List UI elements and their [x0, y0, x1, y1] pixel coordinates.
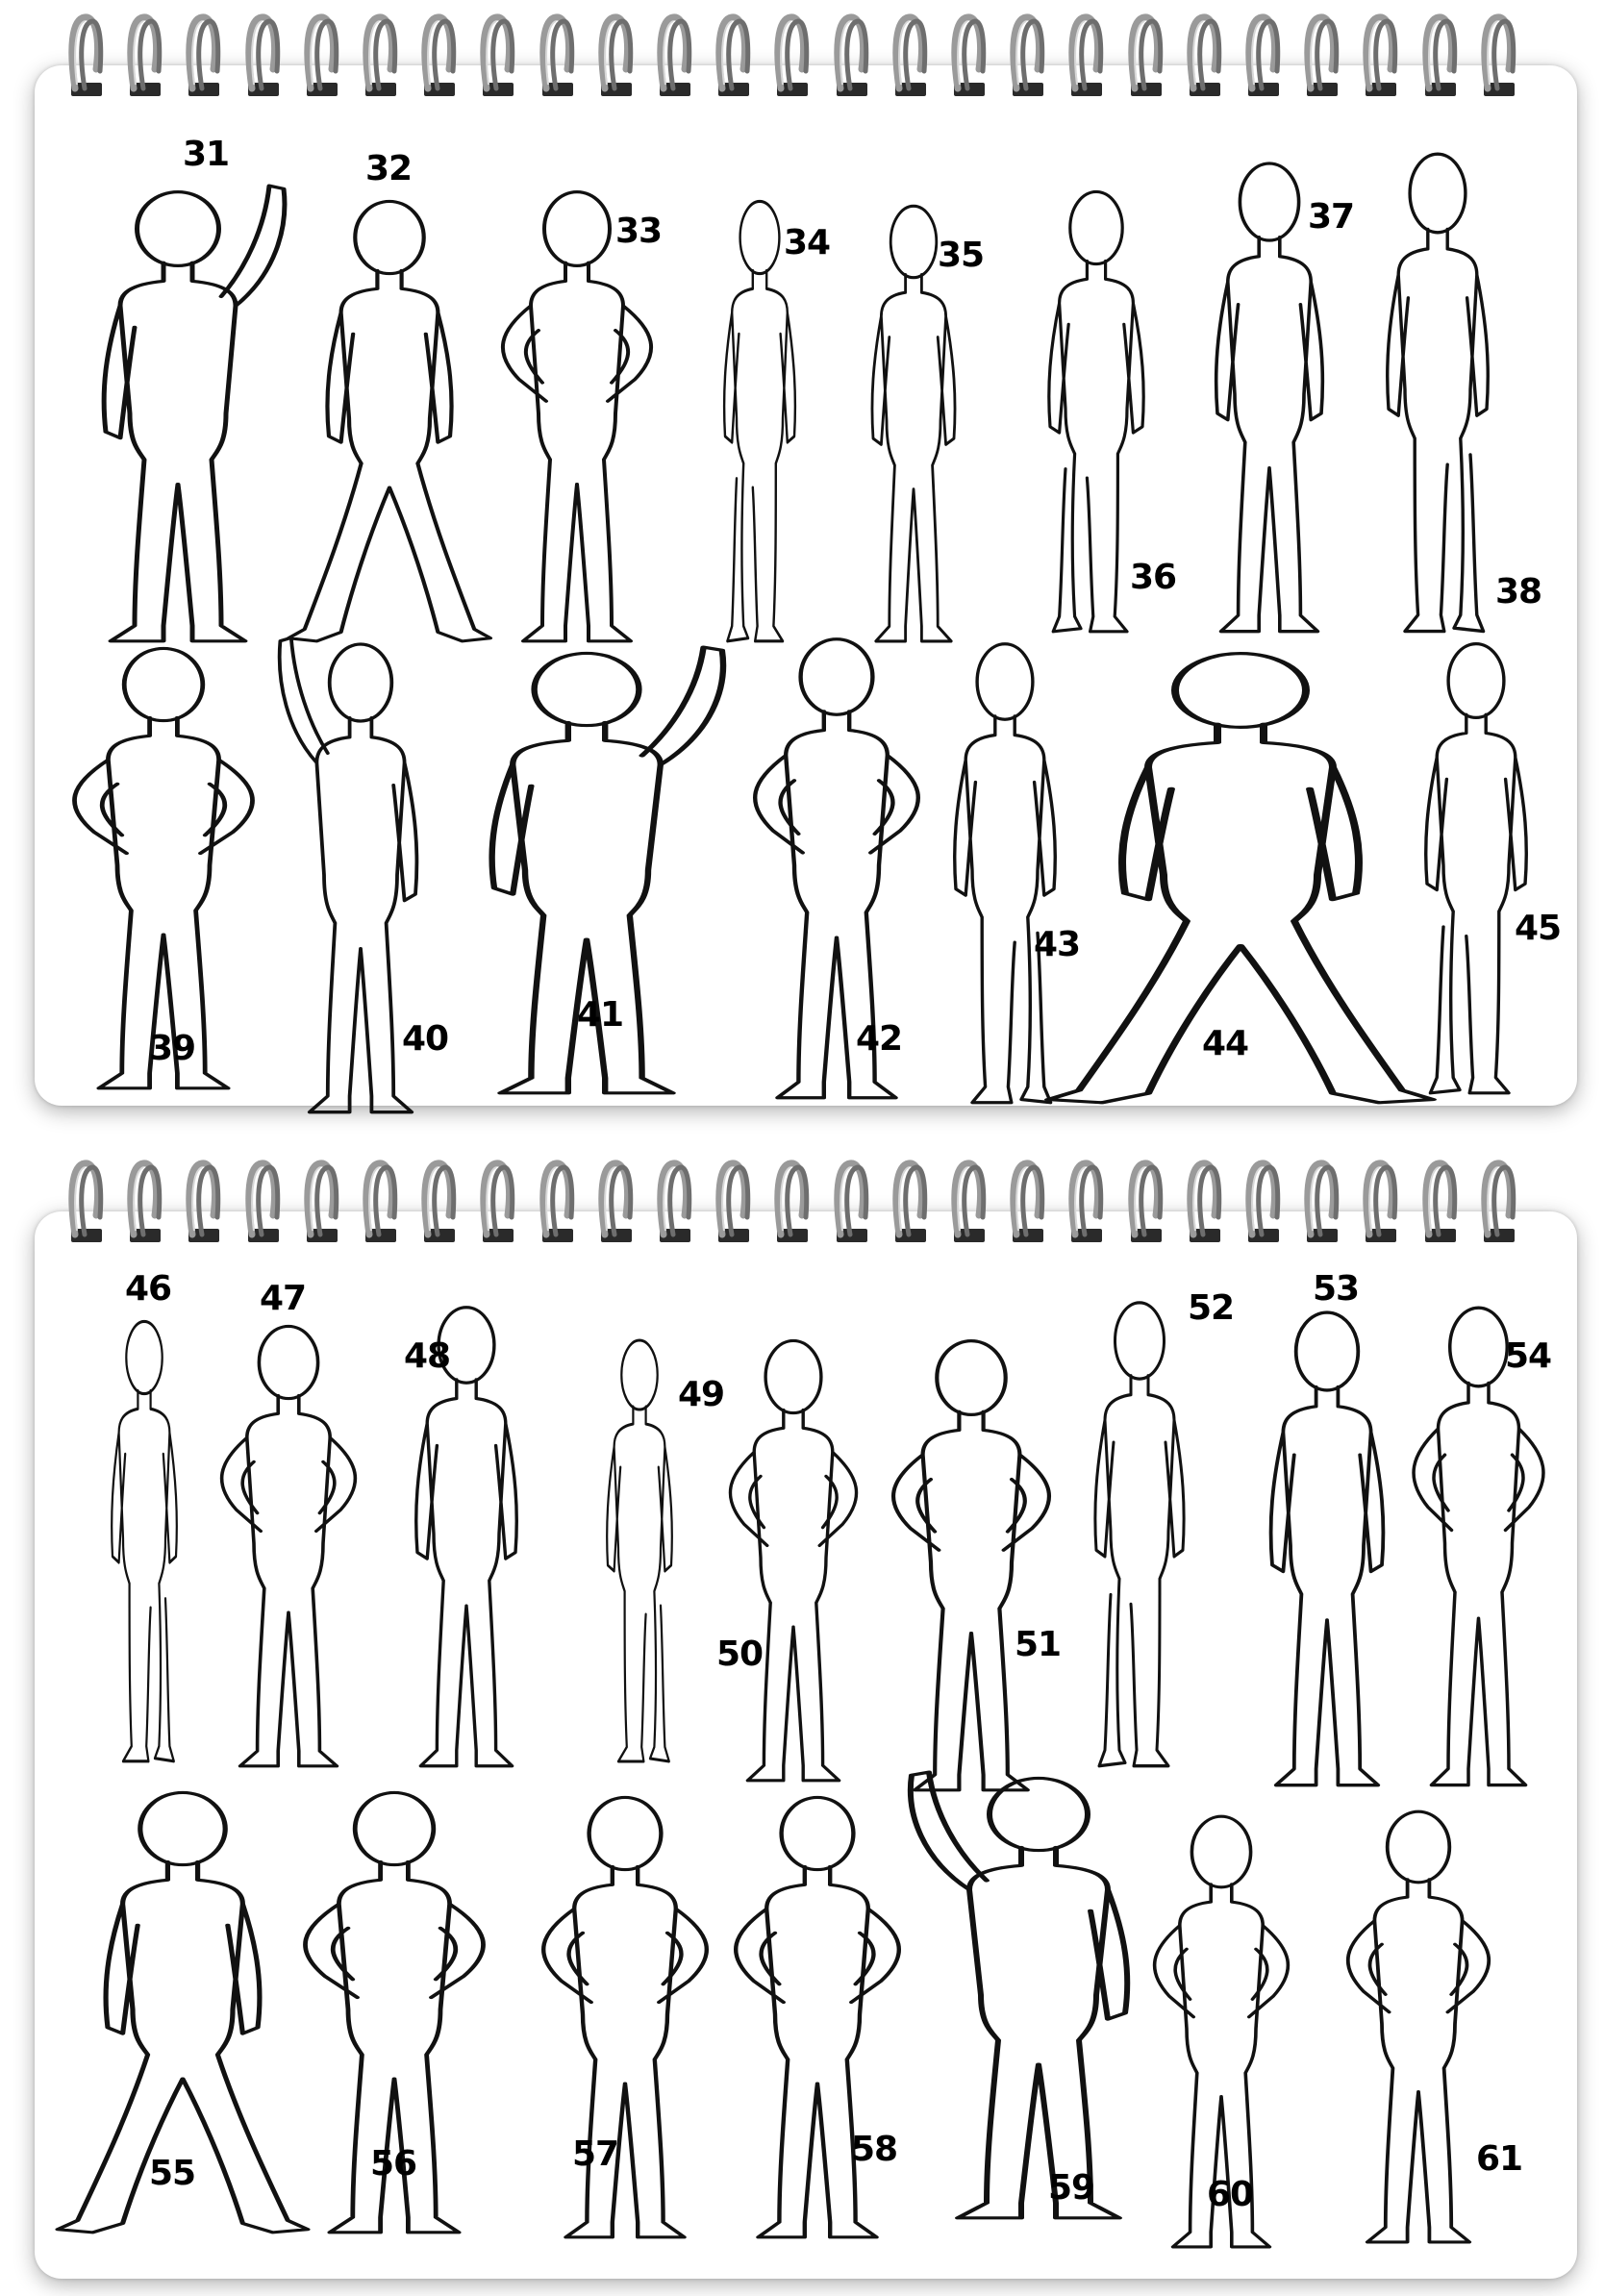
spiral-ring: [1009, 12, 1047, 104]
figure-number-label: 38: [1495, 572, 1542, 611]
spiral-ring: [1362, 12, 1400, 104]
spiral-ring: [950, 1158, 989, 1250]
spiral-ring: [1303, 1158, 1341, 1250]
figure-number-label: 58: [851, 2130, 898, 2169]
figure-template-50: [712, 1332, 875, 1784]
spiral-ring: [126, 1158, 164, 1250]
figure-number-label: 59: [1048, 2168, 1095, 2208]
spiral-ring: [833, 12, 871, 104]
spiral-ring: [1362, 1158, 1400, 1250]
figure-number-label: 44: [1202, 1024, 1249, 1063]
figure-number-label: 32: [365, 149, 413, 188]
spiral-ring: [126, 12, 164, 104]
figure-number-label: 43: [1034, 925, 1081, 964]
spiral-ring: [714, 1158, 753, 1250]
figure-number-label: 39: [149, 1029, 196, 1068]
figure-template-51: [870, 1332, 1072, 1793]
figure-number-label: 41: [577, 995, 624, 1035]
figure-template-32: [288, 192, 490, 644]
figure-template-58: [712, 1788, 923, 2240]
figure-number-label: 53: [1313, 1269, 1360, 1309]
spiral-ring: [244, 1158, 283, 1250]
figure-number-label: 36: [1130, 558, 1177, 597]
spiral-ring: [1421, 1158, 1460, 1250]
figure-number-label: 40: [402, 1019, 449, 1059]
spiral-ring: [1127, 1158, 1165, 1250]
figure-number-label: 51: [1015, 1625, 1062, 1664]
figure-number-label: 49: [678, 1375, 725, 1414]
spiral-ring: [1067, 12, 1106, 104]
spiral-ring: [185, 12, 223, 104]
figure-number-label: 60: [1207, 2175, 1254, 2214]
spiral-ring: [479, 1158, 517, 1250]
spiral-ring: [714, 12, 753, 104]
figure-template-46: [91, 1312, 197, 1764]
figure-template-45: [1394, 635, 1558, 1096]
figure-number-label: 46: [125, 1269, 172, 1309]
spiral-ring: [1480, 12, 1518, 104]
spiral-ring: [539, 1158, 577, 1250]
figure-number-label: 45: [1515, 909, 1562, 948]
spiral-binding-bottom: [0, 1158, 1604, 1250]
spiral-ring: [1244, 1158, 1283, 1250]
spiral-ring: [1303, 12, 1341, 104]
figure-number-label: 52: [1188, 1288, 1235, 1328]
spiral-ring: [773, 12, 812, 104]
spiral-ring: [597, 1158, 636, 1250]
figure-template-49: [587, 1332, 692, 1764]
spiral-ring: [303, 12, 341, 104]
figure-template-31: [58, 183, 298, 644]
spiral-ring: [1421, 12, 1460, 104]
figure-number-label: 35: [938, 236, 985, 275]
spiral-ring: [479, 12, 517, 104]
figure-number-label: 31: [183, 135, 230, 174]
figure-template-52: [1067, 1293, 1212, 1769]
figure-template-57: [519, 1788, 731, 2240]
spiral-ring: [1127, 12, 1165, 104]
spiral-ring: [773, 1158, 812, 1250]
figure-template-53: [1236, 1303, 1418, 1788]
spiral-ring: [1009, 1158, 1047, 1250]
spiral-ring: [244, 12, 283, 104]
figure-template-42: [731, 630, 942, 1101]
figure-template-33: [481, 183, 673, 644]
spiral-binding-top: [0, 12, 1604, 104]
figure-number-label: 55: [149, 2154, 196, 2193]
figure-template-61: [1327, 1803, 1510, 2245]
spiral-ring: [67, 1158, 106, 1250]
figure-number-label: 48: [404, 1336, 451, 1376]
spiral-ring: [833, 1158, 871, 1250]
figure-number-label: 56: [370, 2144, 417, 2184]
figure-number-label: 47: [260, 1279, 307, 1318]
spiral-ring: [67, 12, 106, 104]
figure-number-label: 33: [615, 212, 663, 251]
spiral-ring: [539, 12, 577, 104]
spiral-ring: [891, 1158, 930, 1250]
spiral-ring: [1067, 1158, 1106, 1250]
figure-template-47: [202, 1317, 375, 1769]
figure-number-label: 57: [572, 2134, 619, 2174]
spiral-ring: [656, 1158, 694, 1250]
spiral-ring: [420, 12, 459, 104]
spiral-ring: [1244, 12, 1283, 104]
spiral-ring: [420, 1158, 459, 1250]
figure-number-label: 37: [1308, 197, 1355, 237]
figure-number-label: 50: [716, 1635, 764, 1674]
spiral-ring: [1480, 1158, 1518, 1250]
spiral-ring: [362, 12, 400, 104]
spiral-ring: [891, 12, 930, 104]
figure-template-38: [1356, 144, 1519, 635]
spiral-ring: [185, 1158, 223, 1250]
figure-number-label: 42: [856, 1019, 903, 1059]
figure-number-label: 54: [1505, 1336, 1552, 1376]
spiral-ring: [950, 12, 989, 104]
figure-template-39: [48, 639, 279, 1091]
spiral-ring: [1186, 12, 1224, 104]
spiral-ring: [362, 1158, 400, 1250]
figure-number-label: 61: [1476, 2139, 1523, 2179]
spiral-ring: [303, 1158, 341, 1250]
spiral-ring: [597, 12, 636, 104]
figure-number-label: 34: [784, 223, 831, 262]
spiral-ring: [656, 12, 694, 104]
spiral-ring: [1186, 1158, 1224, 1250]
